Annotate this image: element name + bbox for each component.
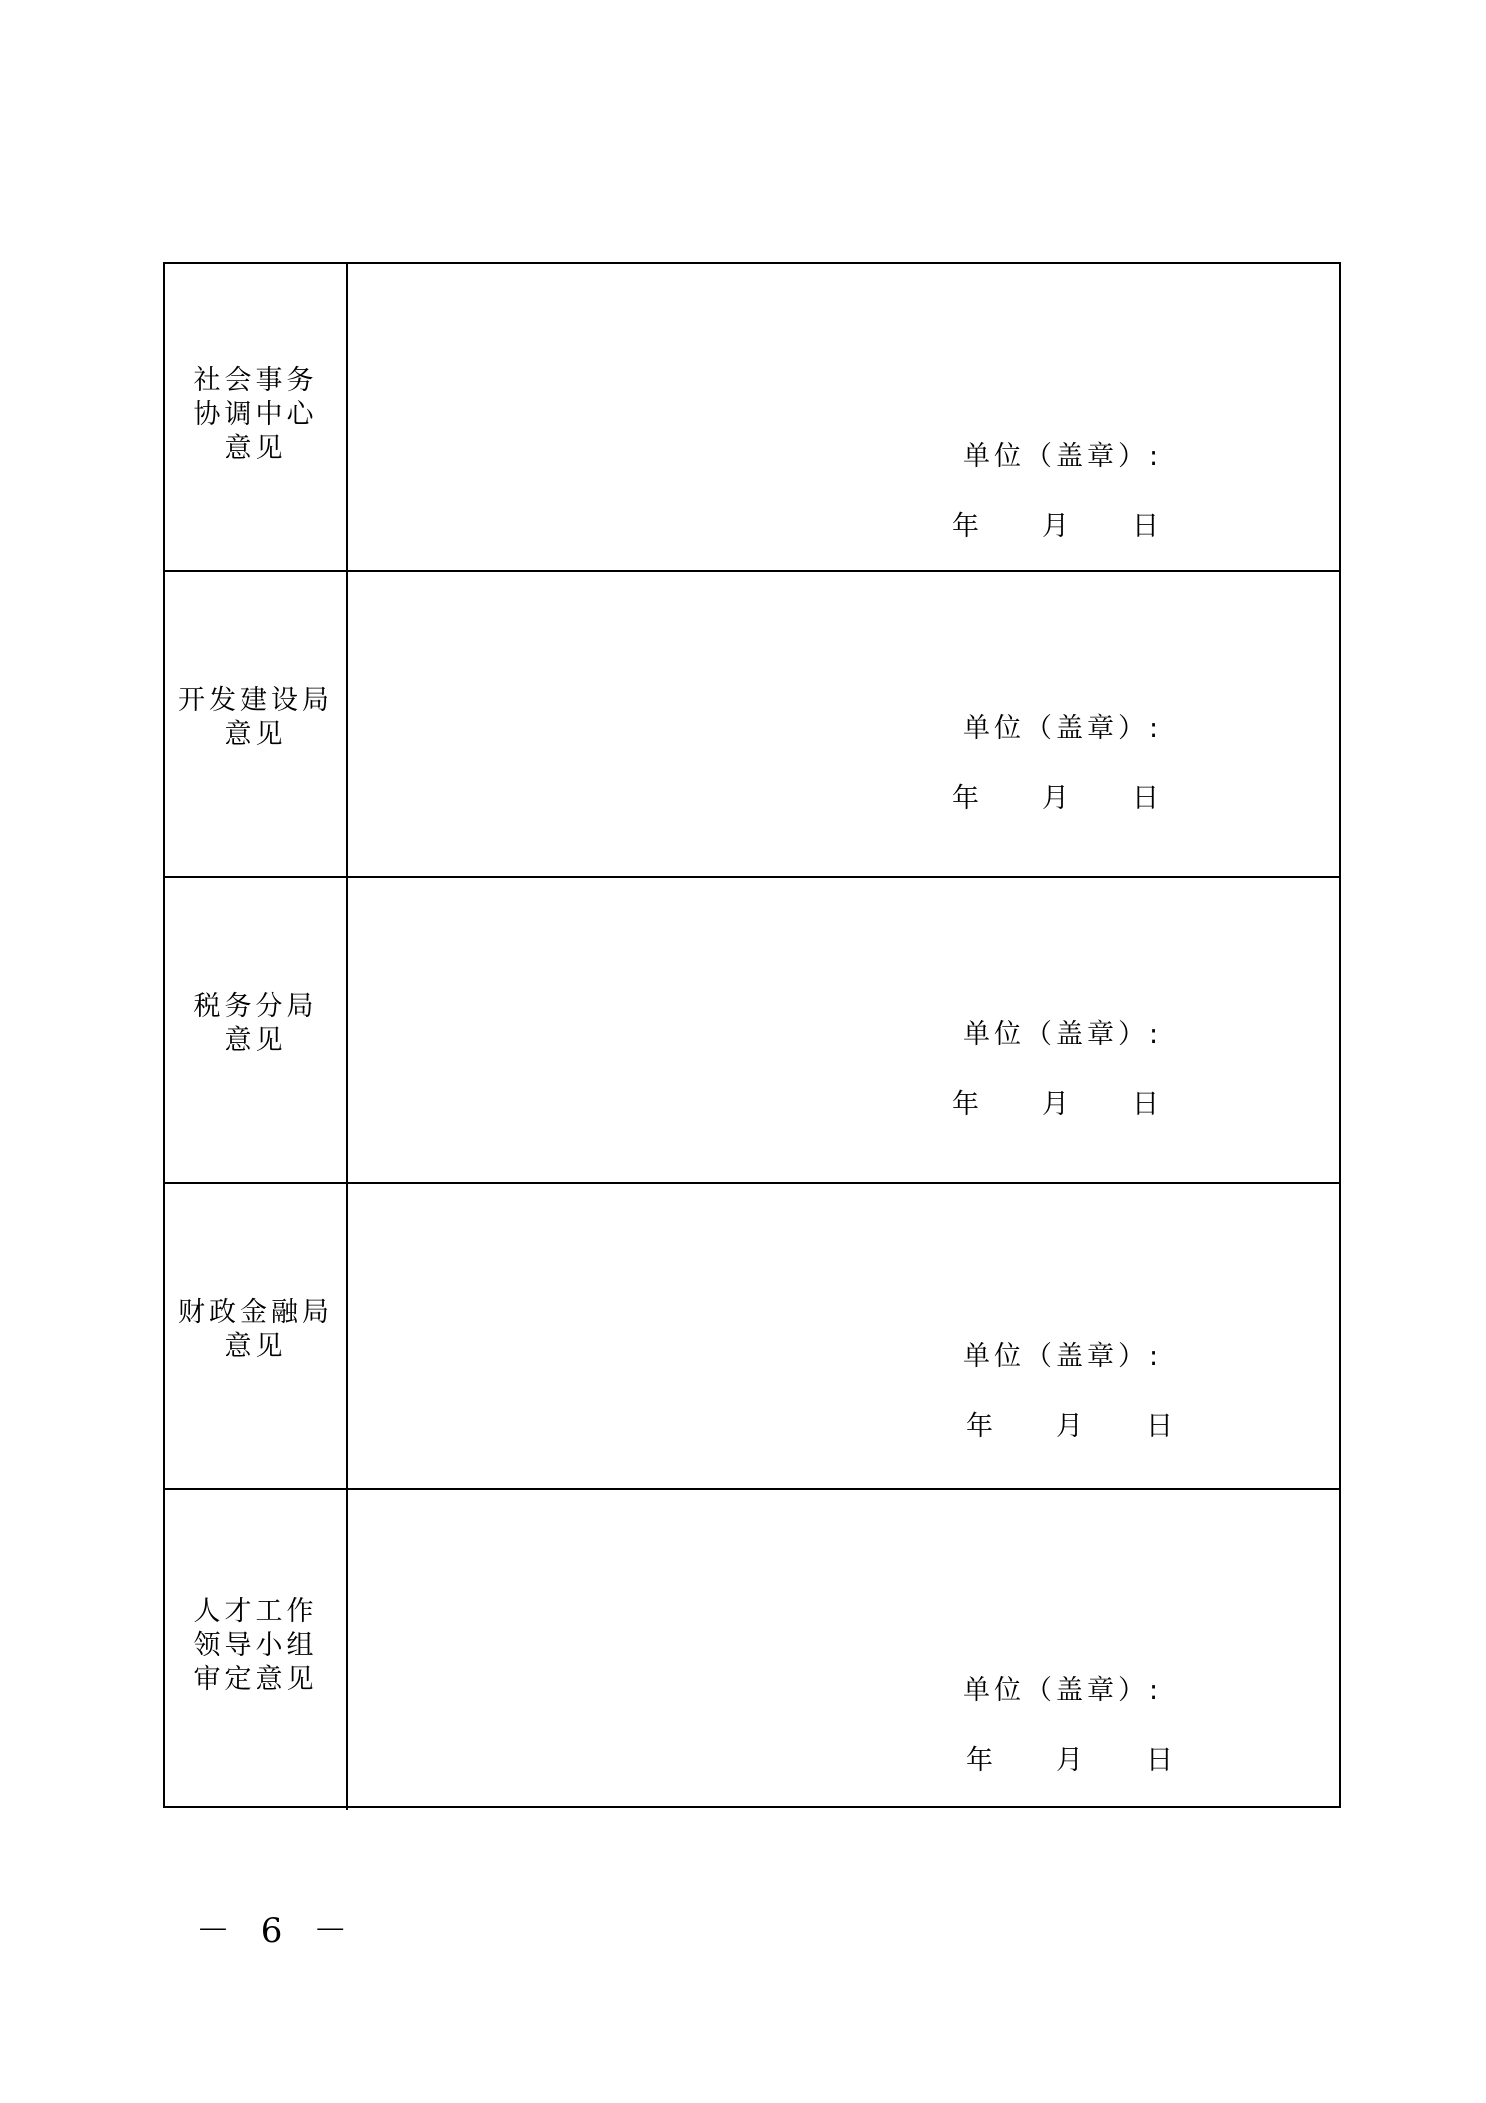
form-row-development-construction [165, 572, 1339, 878]
month-label: 月 [1042, 511, 1069, 542]
form-row-talent-leadership-group [165, 1490, 1339, 1810]
page-number: － 6 － [196, 1911, 358, 1951]
year-label: 年 [952, 511, 979, 542]
row-label-cell [165, 878, 348, 1182]
opinion-content-cell[interactable] [348, 1490, 1339, 1810]
year-label: 年 [952, 1089, 979, 1120]
form-row-tax-bureau [165, 878, 1339, 1184]
row-label-line: 开发建设局 [178, 685, 333, 716]
row-label-line: 审定意见 [193, 1664, 318, 1695]
opinion-form-table [163, 262, 1341, 1808]
opinion-content-cell[interactable] [348, 572, 1339, 876]
row-label-line: 意见 [224, 719, 287, 750]
unit-seal-label: 单位（盖章）: [963, 441, 1163, 472]
form-row-social-affairs [165, 264, 1339, 572]
day-label: 日 [1132, 511, 1159, 542]
month-label: 月 [1042, 783, 1069, 814]
row-label-line: 意见 [224, 1025, 287, 1056]
row-label [165, 364, 346, 466]
day-label: 日 [1146, 1411, 1173, 1442]
day-label: 日 [1132, 1089, 1159, 1120]
day-label: 日 [1146, 1745, 1173, 1776]
opinion-content-cell[interactable] [348, 878, 1339, 1182]
month-label: 月 [1056, 1745, 1083, 1776]
opinion-content-cell[interactable] [348, 264, 1339, 570]
row-label-line: 财政金融局 [178, 1297, 333, 1328]
row-label-cell [165, 1490, 348, 1810]
opinion-content-cell[interactable] [348, 1184, 1339, 1488]
year-label: 年 [966, 1411, 993, 1442]
row-label-line: 领导小组 [193, 1630, 318, 1661]
month-label: 月 [1056, 1411, 1083, 1442]
row-label [165, 684, 346, 752]
row-label-line: 意见 [224, 1331, 287, 1362]
year-label: 年 [966, 1745, 993, 1776]
row-label-line: 社会事务 [193, 365, 318, 396]
row-label-cell [165, 572, 348, 876]
row-label-line: 意见 [224, 433, 287, 464]
row-label [165, 1595, 346, 1697]
row-label-cell [165, 1184, 348, 1488]
row-label [165, 1296, 346, 1364]
year-label: 年 [952, 783, 979, 814]
row-label-line: 税务分局 [193, 991, 318, 1022]
day-label: 日 [1132, 783, 1159, 814]
row-label-cell [165, 264, 348, 570]
row-label-line: 人才工作 [193, 1596, 318, 1627]
unit-seal-label: 单位（盖章）: [963, 1341, 1163, 1372]
form-row-finance-bureau [165, 1184, 1339, 1490]
unit-seal-label: 单位（盖章）: [963, 1019, 1163, 1050]
unit-seal-label: 单位（盖章）: [963, 713, 1163, 744]
unit-seal-label: 单位（盖章）: [963, 1675, 1163, 1706]
row-label-line: 协调中心 [193, 399, 318, 430]
month-label: 月 [1042, 1089, 1069, 1120]
row-label [165, 990, 346, 1058]
